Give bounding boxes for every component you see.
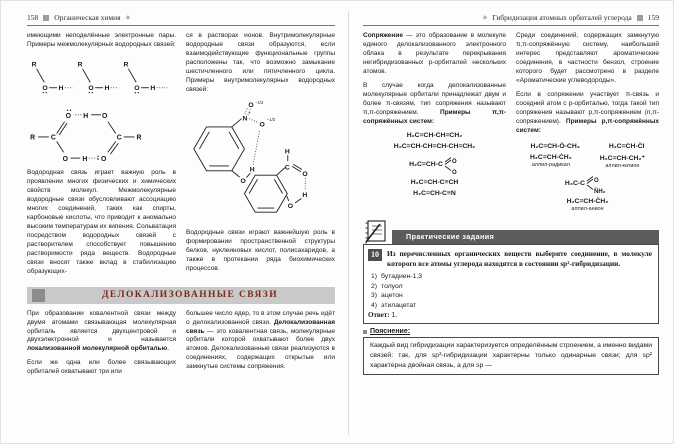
explanation-card: Каждый вид гибридизации характеризуется определённым строением, а именно видами связей: так, для sp³-гибридизации характерны только одинарные связи; для sp² характерна двойная связь, а для sp —	[363, 337, 659, 375]
atom-label: C	[50, 134, 56, 142]
left-bottom-columns	[27, 310, 335, 383]
explanation-label: Пояснение:	[370, 328, 411, 336]
paragraph: Если же одна или более связывающих орбиталей охватывают три или	[27, 359, 176, 376]
atom-label: H	[149, 85, 155, 93]
formula-allyl-cation: H₂C=CH-CH₂⁺	[599, 154, 645, 162]
left-col-2	[186, 32, 335, 282]
bold-term: Делокализованная связь	[186, 318, 335, 335]
option-label: ацетон	[381, 292, 403, 300]
task-option	[371, 302, 652, 309]
section-heading-bar	[27, 287, 335, 304]
formula-hexatriene: H₂C=CH-CH=CH-CH=CH₂	[393, 142, 476, 150]
paragraph	[363, 32, 506, 77]
section-title: ДЕЛОКАЛИЗОВАННЫЕ СВЯЗИ	[101, 290, 279, 301]
task-options	[371, 273, 652, 309]
bold-term: локализованной молекулярной орбиталью	[27, 345, 168, 353]
acrylate-branch	[444, 154, 460, 175]
atom-label: O	[41, 85, 48, 93]
text-run: Если в сопряжении участвует π-связь и соседний атом с p-орбиталью, тогда такой тип сопряжения называют p,π-сопряжением (n,π-сопряжением).	[516, 90, 659, 125]
left-bottom-col-1	[27, 310, 176, 383]
atom-label: R	[77, 61, 83, 69]
structure-intramolecular-h-bonds	[188, 100, 334, 225]
paragraph: Водородная связь играет важную роль в проявлении многих физических и химических свойств молекул. Межмолекулярные водородные связи обусловливают ассоциацию многих соединений, таких как спирты, карбоновые кислоты, что приводит к аномально высоким температурам их кипения. Сольватация посредством водородных связей с растворителем способствует повышению растворимости ряда веществ. Водородные связи вносят также вклад в стабилизацию образующих-	[27, 168, 176, 275]
formula-allyl-anion: H₂C=CH-C̈H₂	[566, 197, 609, 205]
formula-main: H₃C-C	[564, 179, 586, 187]
atom-label: R	[123, 61, 128, 69]
paragraph	[363, 82, 506, 127]
atom-label: R	[29, 134, 35, 142]
page-number: 159	[647, 13, 659, 22]
structure-carboxylic-acid-dimer	[28, 102, 176, 165]
page-header-left	[27, 13, 335, 26]
formula-acetamide	[516, 173, 659, 194]
running-title: Гибридизация атомных орбиталей углерода	[492, 13, 632, 22]
atom-label: O	[451, 158, 457, 165]
square-marker-icon	[43, 15, 49, 21]
answer-value: 1.	[391, 312, 398, 320]
atom-label: O	[65, 112, 71, 120]
text-run: большее число ядер, то в этом случае речь идёт о делокализованной связи.	[186, 309, 335, 326]
practice-notebook-pencil-icon	[363, 219, 389, 244]
paragraph: Среди соединений, содержащих замкнутую π,π-сопряжённую систему, наибольший интерес представляют ароматические соединения, в частности бензол, строение которого будет рассмотрено в разделе «Ароматические углеводороды».	[516, 32, 659, 84]
formula-label: аллил-катион	[605, 162, 640, 169]
task-number-badge: 10	[368, 249, 382, 261]
page-header-right	[363, 13, 659, 26]
page-gutter	[348, 11, 349, 435]
option-label: этилацетат	[381, 301, 417, 309]
atom-label: O	[87, 85, 94, 93]
option-number: 1)	[371, 273, 378, 281]
formula-allyl-radical: H₂C=CH-ĊH₂	[529, 153, 572, 161]
atom-label: O	[451, 169, 457, 175]
atom-label: H	[284, 148, 290, 156]
formula-grid-row-1	[516, 141, 659, 150]
diamond-icon: ◆	[125, 15, 131, 21]
atom-label: O	[240, 177, 246, 185]
paragraph	[516, 91, 659, 136]
option-label: толуол	[381, 282, 403, 290]
text-run: При образовании ковалентной связи между двумя атомами связывающая молекулярная орбиталь является двухцентровой и двухэлектронной и называется	[27, 309, 176, 344]
task-option	[371, 283, 652, 290]
left-top-columns	[27, 32, 335, 282]
task-option	[371, 292, 652, 299]
explanation-heading	[363, 328, 659, 335]
atom-label: R	[31, 61, 37, 69]
atom-label: H	[249, 166, 255, 174]
answer-line	[368, 311, 652, 319]
atom-label: H	[82, 112, 88, 120]
bold-term: Примеры π,π-сопряжённых систем:	[363, 108, 506, 125]
formula-vinylacetylene: H₂C=CH-C≡CH	[410, 178, 459, 186]
right-top-columns	[363, 32, 659, 212]
bullet-square-icon	[363, 330, 367, 334]
bold-term: Сопряжение	[363, 32, 403, 39]
charge-label: −1/2	[254, 99, 263, 105]
structure-alcohol-h-bond-chain	[28, 55, 176, 98]
practice-title-bar: Практические задания	[392, 230, 659, 244]
practice-header	[363, 219, 659, 244]
atom-label: O	[101, 112, 107, 120]
formula-main: H₂C=CH-C	[409, 160, 443, 168]
formula-methyl-vinyl-ether: H₂C=CH-Ö-CH₃	[530, 142, 580, 150]
right-col-1	[363, 32, 506, 212]
task-card	[363, 244, 659, 325]
atom-label: O	[62, 156, 68, 163]
formula-grid-row-3	[516, 198, 659, 212]
text-run: В случае когда делокализованные молекулярные орбитали принадлежат двум и более π-связям, тип сопряжения называют π,π-сопряжением.	[363, 81, 506, 116]
formula-acrylonitrile: H₂C=CH-C≡N	[413, 189, 456, 197]
page-right	[363, 13, 659, 375]
atom-label: O	[287, 203, 293, 211]
formula-label: аллил-радикал	[531, 161, 570, 168]
paragraph: имеющими неподелённые электронные пары. Примеры межмолекулярных водородных связей:	[27, 32, 176, 48]
atom-label: O	[247, 101, 254, 109]
atom-label: R	[135, 134, 141, 142]
paragraph	[27, 310, 176, 355]
bold-term: Примеры p,π-сопряжённых систем:	[516, 117, 659, 134]
atom-label: O	[133, 85, 140, 93]
atom-label: O	[301, 170, 308, 178]
atom-label: H	[58, 85, 63, 93]
charge-label: +	[247, 110, 251, 116]
formula-label: аллил-анион	[571, 205, 604, 212]
atom-label: C	[284, 164, 290, 172]
paragraph: ся в растворах ионов. Внутримолекулярные водородные связи образуются, если взаимодействующие функциональные группы расположены так, что возможно замыкание шестичленного или пятичленного цикла. Примеры внутримолекулярных водородных связей:	[186, 32, 335, 93]
task-option	[371, 273, 652, 280]
page-number: 158	[27, 13, 39, 22]
formula-butadiene: H₂C=CH-CH=CH₂	[406, 131, 463, 139]
atom-label: C	[116, 134, 122, 142]
section-square-icon	[32, 289, 45, 302]
option-number: 3)	[371, 292, 378, 300]
answer-label: Ответ:	[368, 311, 390, 320]
text-run: .	[167, 345, 169, 353]
running-title: Органическая химия	[54, 13, 121, 22]
atom-label: H	[301, 191, 307, 199]
left-bottom-col-2	[186, 310, 335, 383]
square-marker-icon	[637, 15, 643, 21]
atom-label: N	[242, 115, 247, 123]
text-run: — это образование в молекуле единого делокализованного электронного облака в результате перекрывания негибридизованных p-орбиталей нескольких атомов.	[363, 32, 506, 75]
left-col-1	[27, 32, 176, 282]
atom-label: N̈H₂	[594, 188, 606, 194]
task-head	[368, 249, 652, 270]
paragraph	[186, 310, 335, 373]
paragraph: Водородные связи играют важнейшую роль в формировании пространственной структуры белков, нуклеиновых кислот, полисахаридов, а также в протекании ряда биохимических процессов.	[186, 228, 335, 272]
atom-label: O	[259, 121, 265, 129]
option-number: 4)	[371, 301, 378, 309]
atom-label: H	[81, 156, 87, 163]
option-label: бутадиен-1,3	[381, 273, 423, 281]
task-text: Из перечисленных органических веществ выберите соединение, в молекуле которого все атомы углерода находятся в состоянии sp²-гибридизации.	[387, 248, 652, 269]
page-left	[27, 13, 335, 382]
diamond-icon: ◆	[482, 15, 488, 21]
formula-vinyl-chloride: H₂C=CH-C̈l	[608, 142, 645, 150]
formula-grid-row-2	[516, 152, 659, 169]
right-col-2	[516, 32, 659, 212]
charge-label: −1/2	[266, 116, 275, 122]
option-number: 2)	[371, 282, 378, 290]
acetamide-branch	[586, 173, 610, 194]
formula-acrylate	[363, 154, 506, 175]
atom-label: O	[594, 177, 599, 184]
atom-label: O	[100, 156, 106, 163]
text-run: — это ковалентная связь, молекулярные орбитали которой охватывают более двух атомов. Делокализованные связи реализуются в соединениях, содержащих открытые или замкнутые системы сопряжения.	[186, 327, 335, 371]
atom-label: H	[103, 85, 109, 93]
